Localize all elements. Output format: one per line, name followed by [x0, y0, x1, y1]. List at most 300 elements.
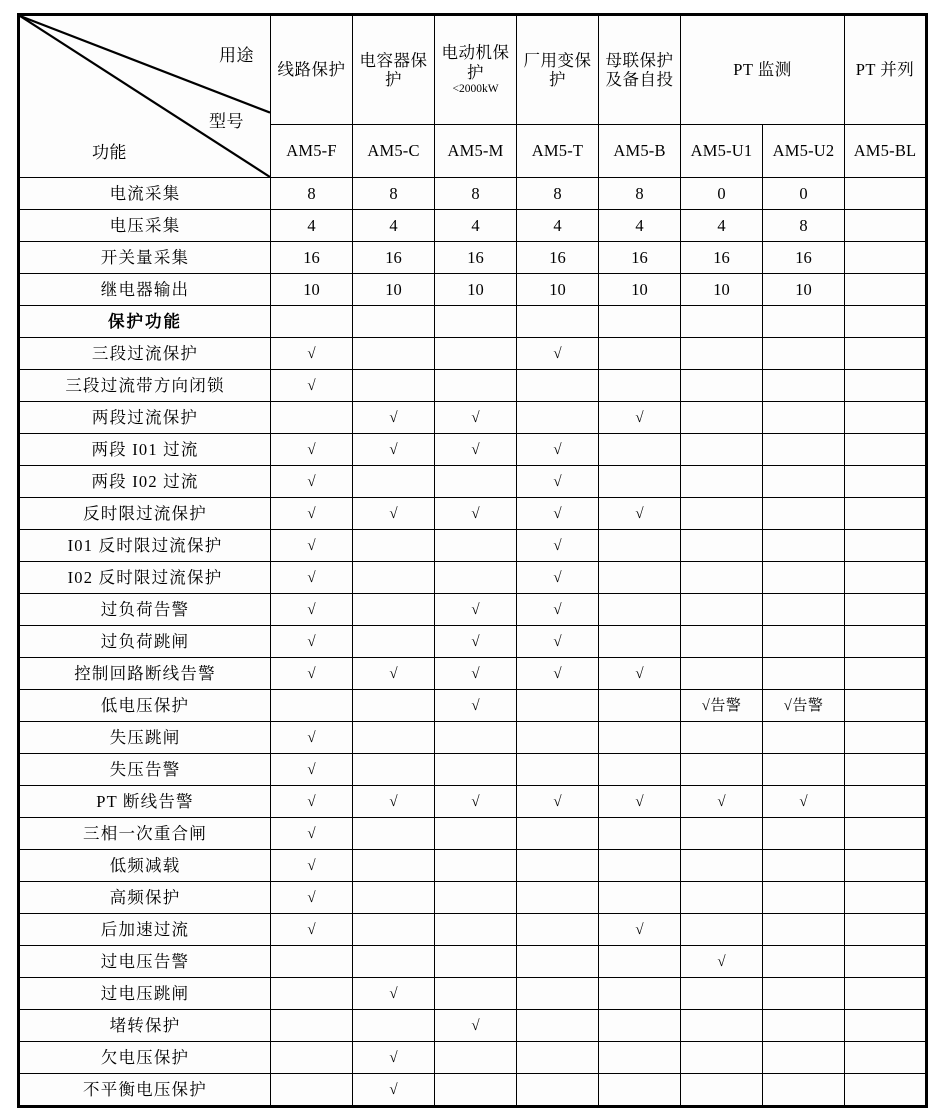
- cell-value: [763, 786, 845, 818]
- numeric-value: 10: [549, 279, 566, 299]
- cell-value: [353, 370, 435, 402]
- check-icon: √: [389, 794, 398, 811]
- cell-value: [681, 594, 763, 626]
- cell-value: [599, 882, 681, 914]
- cell-value: [845, 1074, 927, 1107]
- cell-value: [681, 882, 763, 914]
- cell-value: [271, 818, 353, 850]
- numeric-value: 8: [389, 183, 398, 203]
- check-icon: √: [553, 666, 562, 683]
- cell-value: [435, 850, 517, 882]
- cell-value: [435, 178, 517, 210]
- table-row: [19, 338, 927, 370]
- cell-value: [435, 498, 517, 530]
- cell-value: [517, 178, 599, 210]
- cell-value: [681, 338, 763, 370]
- cell-value: [763, 274, 845, 306]
- cell-value: [845, 434, 927, 466]
- check-icon: √: [389, 410, 398, 427]
- check-icon: √: [471, 1018, 480, 1035]
- cell-value: [845, 1042, 927, 1074]
- cell-value: [763, 850, 845, 882]
- cell-value: [353, 882, 435, 914]
- cell-value: [517, 210, 599, 242]
- check-icon: √告警: [701, 698, 742, 715]
- check-icon: √: [389, 506, 398, 523]
- row-label: 电压采集: [19, 210, 271, 242]
- row-label: 继电器输出: [19, 274, 271, 306]
- cell-value: [271, 370, 353, 402]
- cell-value: [763, 914, 845, 946]
- cell-value: [353, 498, 435, 530]
- check-icon: √: [307, 570, 316, 587]
- table-row: [19, 818, 927, 850]
- cell-value: [353, 562, 435, 594]
- check-icon: √: [553, 794, 562, 811]
- cell-value: [271, 722, 353, 754]
- cell-value: [763, 530, 845, 562]
- column-header-use-3: [517, 15, 599, 125]
- cell-value: [681, 626, 763, 658]
- numeric-value: 10: [467, 279, 484, 299]
- check-icon: √: [471, 410, 480, 427]
- row-label: 过负荷告警: [19, 594, 271, 626]
- cell-value: [271, 242, 353, 274]
- column-header-model-6: AM5-U2: [763, 125, 845, 178]
- cell-value: [681, 658, 763, 690]
- cell-value: [517, 562, 599, 594]
- check-icon: √: [307, 858, 316, 875]
- cell-value: [763, 722, 845, 754]
- cell-value: [845, 242, 927, 274]
- row-label: 失压跳闸: [19, 722, 271, 754]
- check-icon: √: [553, 570, 562, 587]
- cell-value: [353, 1010, 435, 1042]
- cell-value: [681, 434, 763, 466]
- column-header-model-1: AM5-C: [353, 125, 435, 178]
- cell-value: [599, 914, 681, 946]
- cell-value: [845, 338, 927, 370]
- cell-value: [271, 178, 353, 210]
- check-icon: √: [307, 538, 316, 555]
- column-header-use-2: [435, 15, 517, 125]
- cell-value: [599, 210, 681, 242]
- cell-value: [599, 530, 681, 562]
- cell-value: [599, 658, 681, 690]
- cell-value: [763, 754, 845, 786]
- cell-value: [517, 914, 599, 946]
- table-row: [19, 402, 927, 434]
- column-header-model-7: AM5-BL: [845, 125, 927, 178]
- cell-value: [353, 402, 435, 434]
- cell-value: [599, 690, 681, 722]
- cell-value: [845, 274, 927, 306]
- corner-header-cell: [19, 15, 271, 178]
- cell-value: [271, 562, 353, 594]
- row-label: 低电压保护: [19, 690, 271, 722]
- check-icon: √: [307, 602, 316, 619]
- numeric-value: 0: [717, 183, 726, 203]
- cell-value: [435, 818, 517, 850]
- table-row: [19, 914, 927, 946]
- cell-value: [517, 1074, 599, 1107]
- cell-value: [599, 466, 681, 498]
- cell-value: [845, 530, 927, 562]
- use-text: PT 并列: [855, 60, 915, 80]
- cell-value: [435, 1010, 517, 1042]
- cell-value: [353, 946, 435, 978]
- row-label: PT 断线告警: [19, 786, 271, 818]
- check-icon: √: [553, 634, 562, 651]
- cell-value: [845, 178, 927, 210]
- cell-value: [517, 754, 599, 786]
- cell-value: [271, 594, 353, 626]
- table-row: [19, 978, 927, 1010]
- cell-value: [517, 1010, 599, 1042]
- cell-value: [763, 818, 845, 850]
- check-icon: √: [471, 698, 480, 715]
- cell-value: [353, 626, 435, 658]
- row-label: 低频减载: [19, 850, 271, 882]
- check-icon: √: [635, 794, 644, 811]
- cell-value: [435, 946, 517, 978]
- cell-value: [435, 306, 517, 338]
- column-header-model-2: AM5-M: [435, 125, 517, 178]
- cell-value: [517, 402, 599, 434]
- check-icon: √: [307, 890, 316, 907]
- cell-value: [599, 178, 681, 210]
- cell-value: [599, 786, 681, 818]
- cell-value: [599, 1010, 681, 1042]
- cell-value: [599, 498, 681, 530]
- column-header-use-7: [845, 15, 927, 125]
- cell-value: [435, 434, 517, 466]
- cell-value: [845, 786, 927, 818]
- cell-value: [845, 722, 927, 754]
- cell-value: [435, 1042, 517, 1074]
- cell-value: [517, 434, 599, 466]
- check-icon: √: [471, 634, 480, 651]
- table-row: [19, 210, 927, 242]
- cell-value: [271, 274, 353, 306]
- check-icon: √: [635, 410, 644, 427]
- column-header-model-4: AM5-B: [599, 125, 681, 178]
- cell-value: [517, 594, 599, 626]
- table-row: [19, 658, 927, 690]
- numeric-value: 16: [549, 247, 566, 267]
- cell-value: [845, 754, 927, 786]
- cell-value: [353, 818, 435, 850]
- cell-value: [435, 338, 517, 370]
- cell-value: [681, 498, 763, 530]
- cell-value: [271, 210, 353, 242]
- cell-value: [435, 690, 517, 722]
- row-label: 三相一次重合闸: [19, 818, 271, 850]
- cell-value: [517, 338, 599, 370]
- table-row: [19, 946, 927, 978]
- cell-value: [271, 978, 353, 1010]
- cell-value: [845, 818, 927, 850]
- cell-value: [271, 850, 353, 882]
- cell-value: [271, 914, 353, 946]
- check-icon: √: [307, 442, 316, 459]
- table-row: [19, 562, 927, 594]
- column-header-model-3: AM5-T: [517, 125, 599, 178]
- row-label: 三段过流带方向闭锁: [19, 370, 271, 402]
- cell-value: [435, 978, 517, 1010]
- row-label: 控制回路断线告警: [19, 658, 271, 690]
- cell-value: [435, 914, 517, 946]
- cell-value: [763, 306, 845, 338]
- cell-value: [517, 370, 599, 402]
- cell-value: [845, 210, 927, 242]
- table-row: [19, 882, 927, 914]
- cell-value: [517, 850, 599, 882]
- row-label: 电流采集: [19, 178, 271, 210]
- use-text: 母联保护及备自投: [605, 50, 674, 89]
- cell-value: [353, 1042, 435, 1074]
- cell-value: [353, 306, 435, 338]
- cell-value: [435, 754, 517, 786]
- cell-value: [763, 402, 845, 434]
- cell-value: [435, 1074, 517, 1107]
- check-icon: √: [553, 506, 562, 523]
- cell-value: [353, 434, 435, 466]
- cell-value: [763, 658, 845, 690]
- cell-value: [517, 466, 599, 498]
- cell-value: [681, 178, 763, 210]
- cell-value: [845, 626, 927, 658]
- cell-value: [353, 722, 435, 754]
- table-row: [19, 850, 927, 882]
- check-icon: √: [307, 378, 316, 395]
- table-row: [19, 530, 927, 562]
- check-icon: √: [635, 666, 644, 683]
- diagonal-lines-icon: [20, 16, 270, 177]
- cell-value: [681, 1042, 763, 1074]
- cell-value: [763, 1010, 845, 1042]
- table-row: [19, 242, 927, 274]
- check-icon: √: [471, 666, 480, 683]
- cell-value: [763, 882, 845, 914]
- row-label: 过电压告警: [19, 946, 271, 978]
- check-icon: √告警: [783, 698, 824, 715]
- row-label: 两段过流保护: [19, 402, 271, 434]
- cell-value: [763, 978, 845, 1010]
- cell-value: [681, 530, 763, 562]
- cell-value: [763, 242, 845, 274]
- cell-value: [353, 754, 435, 786]
- matrix-body: [19, 15, 927, 1107]
- cell-value: [353, 274, 435, 306]
- cell-value: [845, 690, 927, 722]
- cell-value: [845, 466, 927, 498]
- cell-value: [681, 242, 763, 274]
- cell-value: [435, 530, 517, 562]
- numeric-value: 4: [553, 215, 562, 235]
- check-icon: √: [717, 954, 726, 971]
- check-icon: √: [307, 634, 316, 651]
- cell-value: [435, 274, 517, 306]
- cell-value: [435, 626, 517, 658]
- table-row: [19, 754, 927, 786]
- cell-value: [763, 946, 845, 978]
- check-icon: √: [799, 794, 808, 811]
- cell-value: [599, 626, 681, 658]
- table-row: [19, 690, 927, 722]
- use-text: 厂用变保护: [523, 50, 592, 89]
- cell-value: [763, 594, 845, 626]
- numeric-value: 16: [385, 247, 402, 267]
- cell-value: [763, 562, 845, 594]
- table-row: [19, 498, 927, 530]
- cell-value: [845, 498, 927, 530]
- cell-value: [435, 722, 517, 754]
- table-row: [19, 722, 927, 754]
- cell-value: [517, 658, 599, 690]
- cell-value: [599, 754, 681, 786]
- numeric-value: 10: [795, 279, 812, 299]
- check-icon: √: [553, 474, 562, 491]
- cell-value: [435, 786, 517, 818]
- cell-value: [845, 882, 927, 914]
- cell-value: [599, 402, 681, 434]
- cell-value: [517, 1042, 599, 1074]
- use-text: 线路保护: [277, 60, 346, 80]
- table-row: [19, 1074, 927, 1107]
- row-label: 不平衡电压保护: [19, 1074, 271, 1107]
- cell-value: [681, 754, 763, 786]
- numeric-value: 10: [631, 279, 648, 299]
- cell-value: [763, 466, 845, 498]
- cell-value: [681, 370, 763, 402]
- table-row: [19, 466, 927, 498]
- check-icon: √: [307, 922, 316, 939]
- cell-value: [599, 242, 681, 274]
- cell-value: [763, 434, 845, 466]
- cell-value: [353, 338, 435, 370]
- row-label: 开关量采集: [19, 242, 271, 274]
- cell-value: [353, 978, 435, 1010]
- cell-value: [763, 1074, 845, 1107]
- cell-value: [763, 178, 845, 210]
- cell-value: [681, 914, 763, 946]
- numeric-value: 16: [631, 247, 648, 267]
- cell-value: [845, 1010, 927, 1042]
- check-icon: √: [471, 602, 480, 619]
- check-icon: √: [307, 794, 316, 811]
- row-label: 欠电压保护: [19, 1042, 271, 1074]
- cell-value: [517, 530, 599, 562]
- row-label: 过负荷跳闸: [19, 626, 271, 658]
- cell-value: [681, 466, 763, 498]
- cell-value: [271, 466, 353, 498]
- check-icon: √: [471, 794, 480, 811]
- row-label: 三段过流保护: [19, 338, 271, 370]
- cell-value: [271, 434, 353, 466]
- use-text: PT 监测: [733, 60, 792, 80]
- cell-value: [435, 594, 517, 626]
- corner-label-model: 型号: [209, 112, 244, 131]
- cell-value: [681, 722, 763, 754]
- cell-value: [599, 338, 681, 370]
- cell-value: [353, 530, 435, 562]
- cell-value: [599, 594, 681, 626]
- cell-value: [271, 402, 353, 434]
- cell-value: [681, 306, 763, 338]
- cell-value: [271, 1010, 353, 1042]
- cell-value: [845, 562, 927, 594]
- cell-value: [763, 1042, 845, 1074]
- cell-value: [599, 850, 681, 882]
- row-label: 失压告警: [19, 754, 271, 786]
- corner-label-function: 功能: [92, 142, 127, 162]
- row-label: I01 反时限过流保护: [19, 530, 271, 562]
- table-row: [19, 370, 927, 402]
- cell-value: [599, 1042, 681, 1074]
- numeric-value: 4: [717, 215, 726, 235]
- cell-value: [517, 626, 599, 658]
- cell-value: [353, 658, 435, 690]
- cell-value: [353, 690, 435, 722]
- check-icon: √: [553, 442, 562, 459]
- cell-value: [599, 722, 681, 754]
- cell-value: [599, 562, 681, 594]
- table-row: [19, 626, 927, 658]
- numeric-value: 10: [385, 279, 402, 299]
- cell-value: [599, 370, 681, 402]
- cell-value: [271, 754, 353, 786]
- numeric-value: 10: [713, 279, 730, 299]
- numeric-value: 10: [303, 279, 320, 299]
- cell-value: [681, 850, 763, 882]
- cell-value: [763, 690, 845, 722]
- cell-value: [271, 1074, 353, 1107]
- check-icon: √: [307, 762, 316, 779]
- cell-value: [353, 594, 435, 626]
- column-header-use-0: [271, 15, 353, 125]
- check-icon: √: [307, 730, 316, 747]
- cell-value: [681, 1010, 763, 1042]
- table-row: [19, 594, 927, 626]
- check-icon: √: [307, 826, 316, 843]
- numeric-value: 4: [307, 215, 316, 235]
- check-icon: √: [307, 666, 316, 683]
- check-icon: √: [389, 1050, 398, 1067]
- cell-value: [681, 402, 763, 434]
- cell-value: [599, 946, 681, 978]
- cell-value: [681, 562, 763, 594]
- row-label: 后加速过流: [19, 914, 271, 946]
- cell-value: [271, 306, 353, 338]
- cell-value: [353, 466, 435, 498]
- cell-value: [353, 242, 435, 274]
- cell-value: [845, 594, 927, 626]
- cell-value: [353, 1074, 435, 1107]
- numeric-value: 8: [553, 183, 562, 203]
- table-row: [19, 306, 927, 338]
- cell-value: [763, 370, 845, 402]
- cell-value: [353, 914, 435, 946]
- table-row: [19, 1010, 927, 1042]
- cell-value: [435, 882, 517, 914]
- numeric-value: 16: [713, 247, 730, 267]
- cell-value: [271, 626, 353, 658]
- cell-value: [517, 274, 599, 306]
- cell-value: [599, 306, 681, 338]
- cell-value: [435, 210, 517, 242]
- section-header-label: 保护功能: [19, 306, 271, 338]
